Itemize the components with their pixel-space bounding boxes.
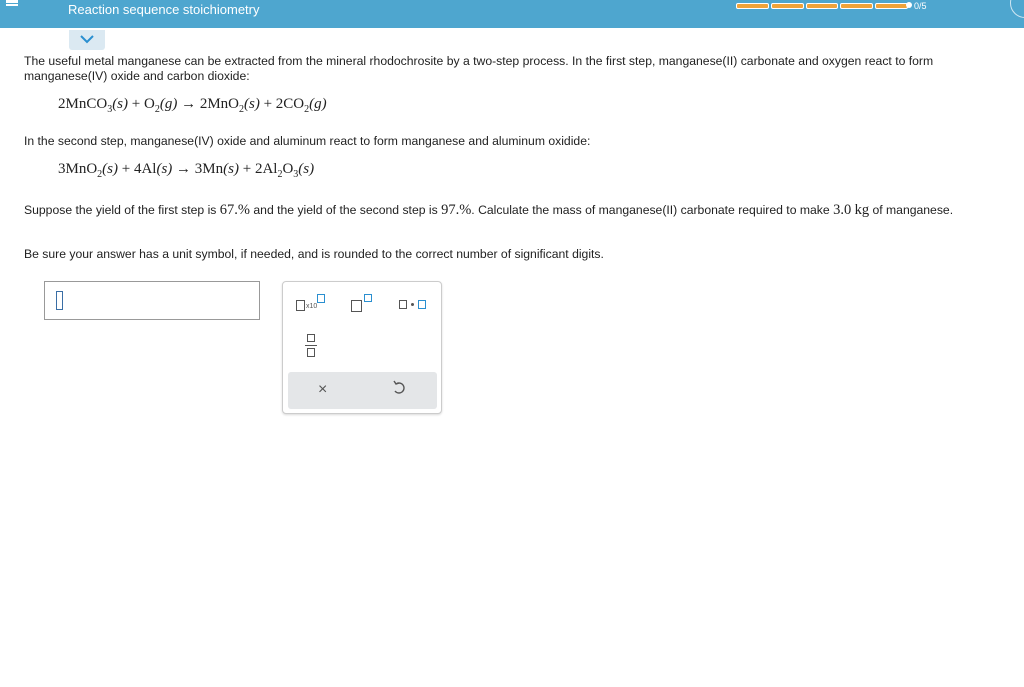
question-step2: In the second step, manganese(IV) oxide and aluminum react to form manganese and aluminum oxidide:	[24, 134, 591, 148]
x10-label: x10	[306, 303, 318, 310]
target-unit: kg	[854, 202, 870, 218]
fraction-button[interactable]	[305, 334, 319, 360]
math-palette	[282, 281, 442, 414]
undo-icon[interactable]	[392, 380, 406, 396]
progress-cap	[906, 2, 912, 8]
menu-icon[interactable]	[6, 0, 18, 6]
progress-count: 0/5	[914, 1, 927, 11]
equation-2: $3MnO_2(s) + 4Al(s) \to 3Mn(s) + 2Al_2O_3(s)$	[58, 161, 315, 180]
page-title: Reaction sequence stoichiometry	[68, 2, 260, 17]
instruction-text: Be sure your answer has a unit symbol, if needed, and is rounded to the correct number of significant digits.	[24, 247, 604, 261]
yield-2: 97.%	[441, 202, 472, 218]
question-task: Suppose the yield of the first step is 67.% and the yield of the second step is 97.%. Calculate the mass of manganese(II) carbonate required to make 3.0 kg of manganese.	[24, 202, 954, 218]
progress-segment	[875, 3, 908, 9]
palette-footer	[288, 372, 437, 409]
yield-1: 67.%	[219, 202, 251, 218]
progress-segment	[806, 3, 839, 9]
answer-input[interactable]	[44, 281, 260, 320]
superscript-button[interactable]	[351, 294, 375, 314]
equation-1: 2MnCO$_3$(s) + $O_2(g) \to 2MnO_2(s) + 2CO_2(g)$	[58, 96, 327, 115]
progress-segment	[771, 3, 804, 9]
progress-segment	[840, 3, 873, 9]
scientific-notation-button[interactable]	[295, 294, 327, 314]
collapse-toggle[interactable]	[69, 30, 105, 50]
account-circle-icon[interactable]	[1010, 0, 1024, 18]
chevron-down-icon	[80, 35, 94, 44]
input-cursor	[56, 291, 63, 310]
question-intro: The useful metal manganese can be extracted from the mineral rhodochrosite by a two-step process. In the first step, manganese(II) carbonate and oxygen react to form manganese(IV) oxide and carbon dioxide:	[24, 54, 934, 83]
multiply-dot-button[interactable]	[399, 298, 429, 312]
progress-bar	[736, 3, 908, 9]
top-bar	[0, 0, 1024, 28]
clear-button[interactable]: ×	[318, 381, 328, 398]
progress-segment	[736, 3, 769, 9]
target-mass: 3.0	[833, 202, 852, 218]
